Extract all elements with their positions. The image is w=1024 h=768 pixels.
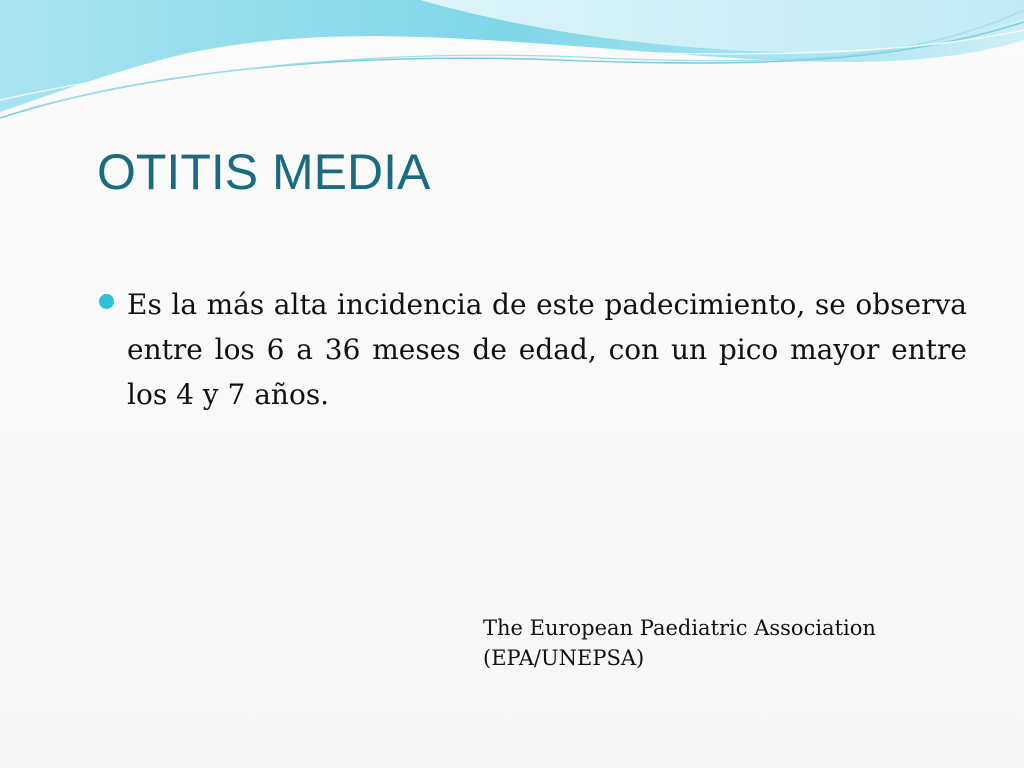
bullet-list — [97, 282, 967, 417]
wave-decoration — [0, 0, 1024, 130]
bullet-item — [97, 282, 967, 417]
slide-title: OTITIS MEDIA — [97, 144, 431, 200]
filled-circle-bullet-icon — [99, 294, 114, 309]
bullet-text: Es la más alta incidencia de este padecimiento, se observa entre los 6 a 36 meses de edad, con un pico mayor entre los 4 y 7 años. — [127, 288, 967, 411]
citation — [483, 613, 1003, 673]
citation-line-2: (EPA/UNEPSA) — [483, 646, 645, 670]
citation-line-1: The European Paediatric Association — [483, 616, 876, 640]
